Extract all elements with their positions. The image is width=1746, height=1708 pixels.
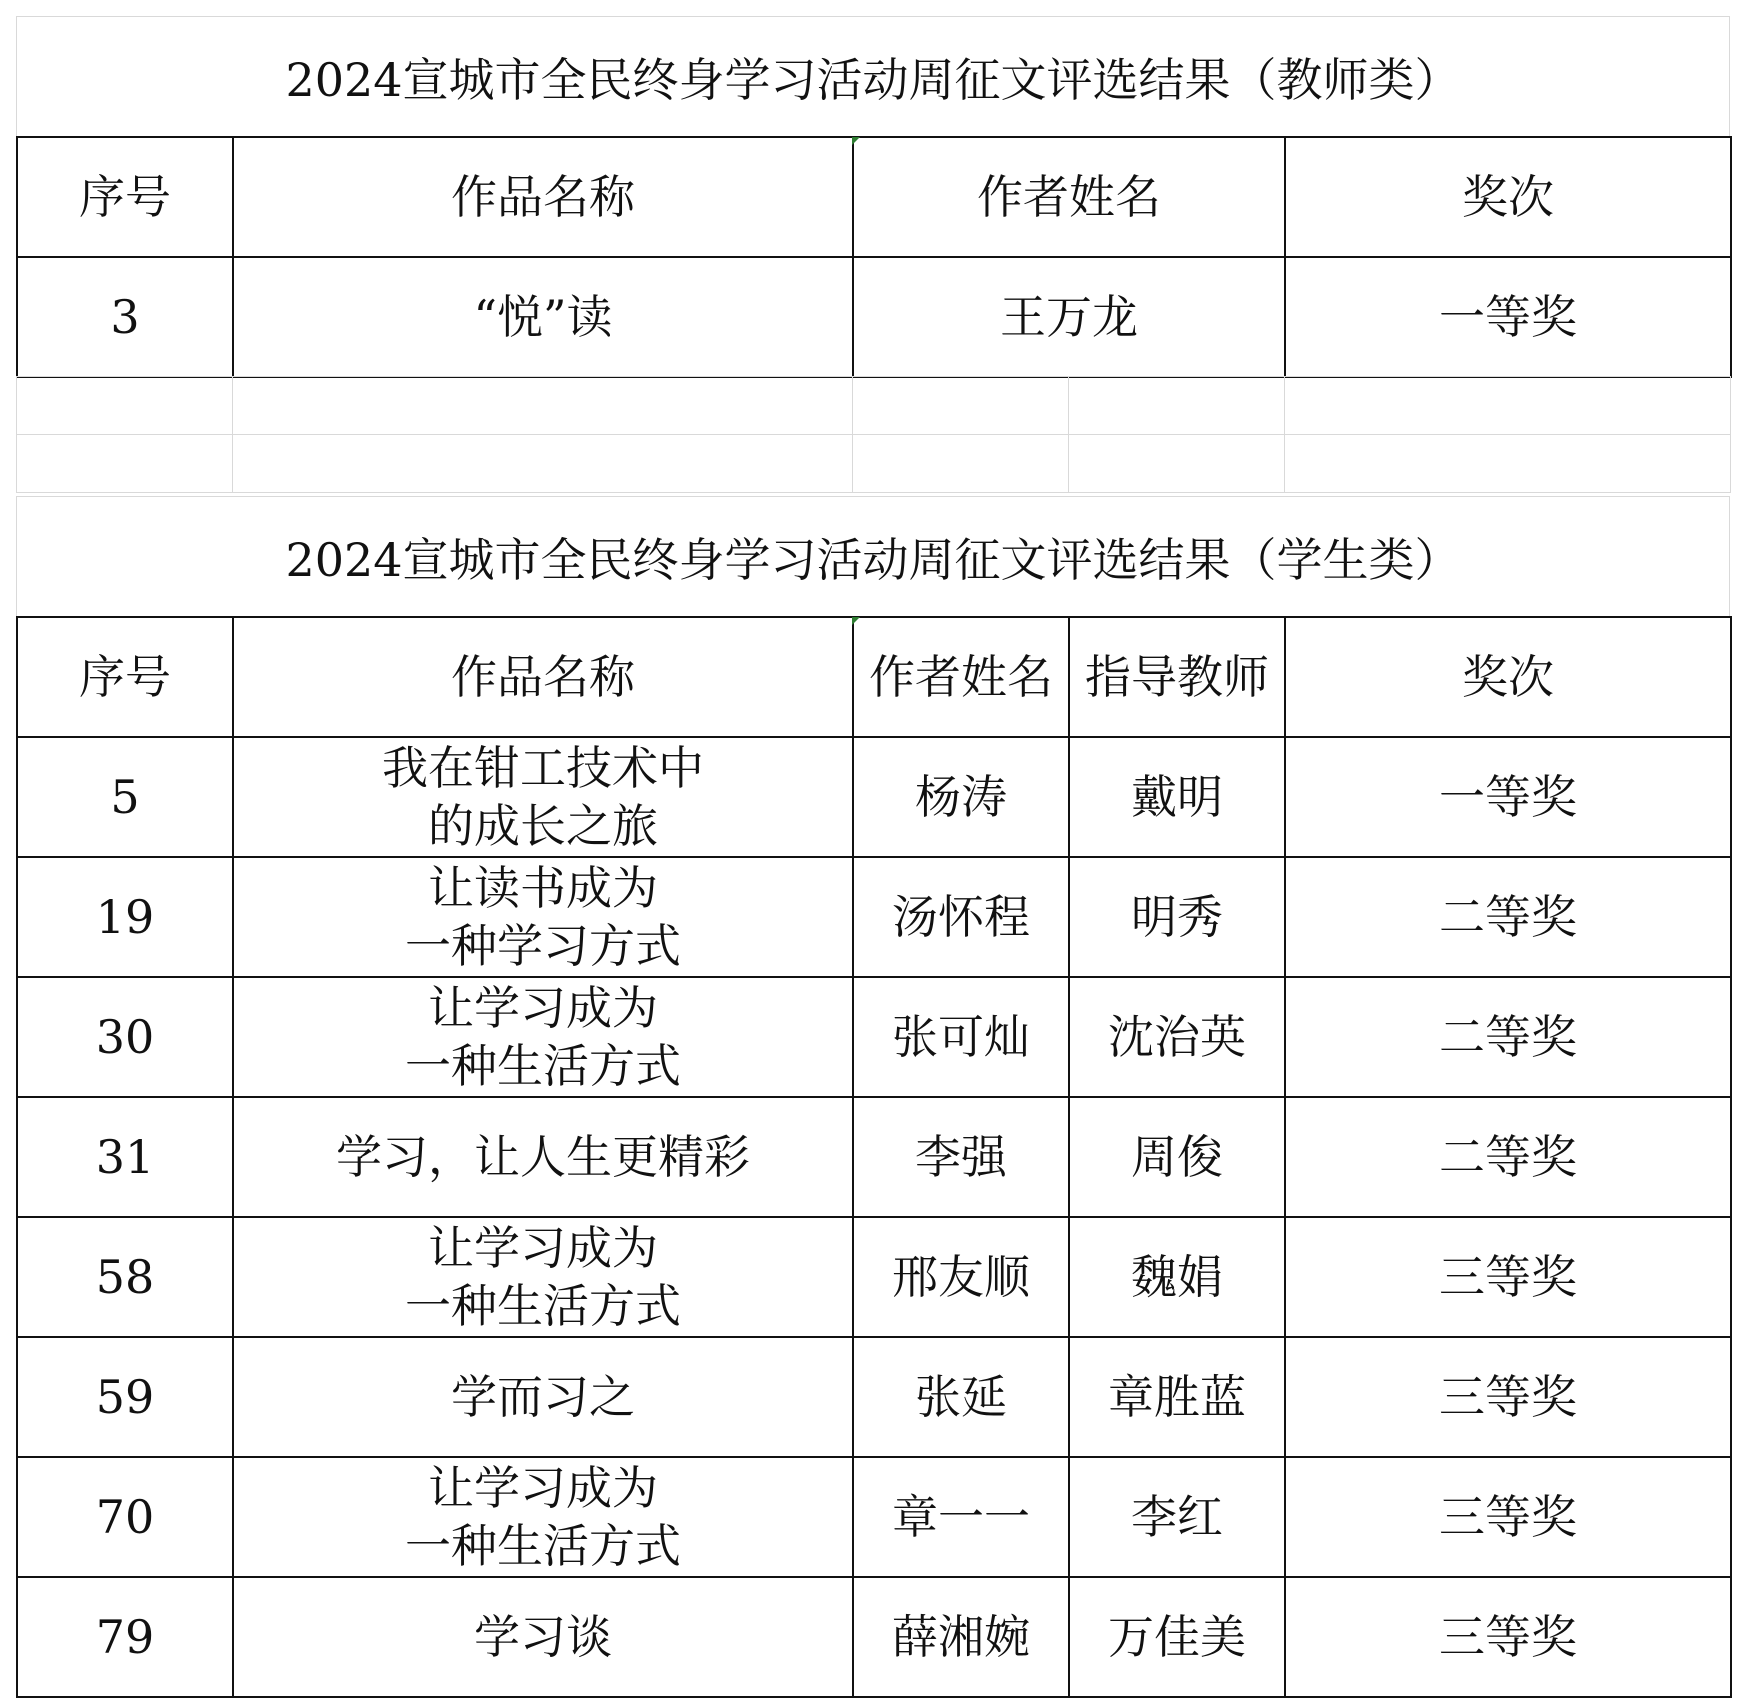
header-work-title[interactable]: 作品名称 (233, 617, 853, 737)
header-award[interactable]: 奖次 (1285, 137, 1731, 257)
cell-teacher[interactable]: 沈治英 (1069, 977, 1285, 1097)
table-row (17, 1457, 1731, 1577)
cell-index[interactable]: 31 (17, 1097, 233, 1217)
cell-award[interactable]: 一等奖 (1285, 257, 1731, 377)
cell-award[interactable]: 一等奖 (1285, 737, 1731, 857)
cell-author[interactable]: 张可灿 (853, 977, 1069, 1097)
empty-cell[interactable] (17, 435, 233, 493)
table-row (17, 857, 1731, 977)
cell-index[interactable]: 30 (17, 977, 233, 1097)
header-index[interactable]: 序号 (17, 617, 233, 737)
cell-work-title[interactable]: 让学习成为 一种生活方式 (233, 977, 853, 1097)
cell-teacher[interactable]: 李红 (1069, 1457, 1285, 1577)
cell-award[interactable]: 二等奖 (1285, 1097, 1731, 1217)
cell-work-title[interactable]: 让学习成为 一种生活方式 (233, 1457, 853, 1577)
student-title: 2024宣城市全民终身学习活动周征文评选结果（学生类） (16, 496, 1730, 616)
cell-teacher[interactable]: 万佳美 (1069, 1577, 1285, 1697)
empty-cell[interactable] (233, 377, 853, 435)
header-index[interactable]: 序号 (17, 137, 233, 257)
cell-author[interactable]: 李强 (853, 1097, 1069, 1217)
cell-author[interactable]: 邢友顺 (853, 1217, 1069, 1337)
table-row (17, 1577, 1731, 1697)
header-author[interactable]: 作者姓名 (853, 137, 1285, 257)
cell-comment-marker (852, 137, 860, 145)
empty-cell[interactable] (1285, 435, 1731, 493)
student-rows (17, 737, 1731, 1697)
cell-index[interactable]: 19 (17, 857, 233, 977)
cell-author[interactable]: 张延 (853, 1337, 1069, 1457)
teacher-table (16, 136, 1732, 378)
cell-index[interactable]: 3 (17, 257, 233, 377)
cell-work-title[interactable]: “悦”读 (233, 257, 853, 377)
empty-cell[interactable] (1069, 435, 1285, 493)
cell-index[interactable]: 70 (17, 1457, 233, 1577)
cell-index[interactable]: 59 (17, 1337, 233, 1457)
cell-teacher[interactable]: 戴明 (1069, 737, 1285, 857)
cell-award[interactable]: 三等奖 (1285, 1337, 1731, 1457)
cell-author[interactable]: 王万龙 (853, 257, 1285, 377)
table-row (17, 977, 1731, 1097)
cell-teacher[interactable]: 明秀 (1069, 857, 1285, 977)
student-header-row (17, 617, 1731, 737)
cell-award[interactable]: 三等奖 (1285, 1577, 1731, 1697)
cell-teacher[interactable]: 魏娟 (1069, 1217, 1285, 1337)
empty-cell[interactable] (1069, 377, 1285, 435)
empty-cell[interactable] (853, 377, 1069, 435)
cell-award[interactable]: 三等奖 (1285, 1217, 1731, 1337)
table-row (17, 1217, 1731, 1337)
cell-index[interactable]: 58 (17, 1217, 233, 1337)
cell-author[interactable]: 汤怀程 (853, 857, 1069, 977)
cell-award[interactable]: 二等奖 (1285, 977, 1731, 1097)
header-author[interactable]: 作者姓名 (853, 617, 1069, 737)
cell-award[interactable]: 三等奖 (1285, 1457, 1731, 1577)
cell-author[interactable]: 薛湘婉 (853, 1577, 1069, 1697)
table-row (17, 257, 1731, 377)
table-row (17, 1097, 1731, 1217)
cell-index[interactable]: 5 (17, 737, 233, 857)
cell-work-title[interactable]: 学习谈 (233, 1577, 853, 1697)
header-teacher[interactable]: 指导教师 (1069, 617, 1285, 737)
cell-work-title[interactable]: 让读书成为 一种学习方式 (233, 857, 853, 977)
cell-award[interactable]: 二等奖 (1285, 857, 1731, 977)
empty-cell[interactable] (17, 377, 233, 435)
cell-teacher[interactable]: 章胜蓝 (1069, 1337, 1285, 1457)
cell-work-title[interactable]: 我在钳工技术中 的成长之旅 (233, 737, 853, 857)
empty-cell[interactable] (233, 435, 853, 493)
cell-index[interactable]: 79 (17, 1577, 233, 1697)
cell-work-title[interactable]: 学而习之 (233, 1337, 853, 1457)
empty-cell[interactable] (1285, 377, 1731, 435)
cell-author[interactable]: 章一一 (853, 1457, 1069, 1577)
teacher-title: 2024宣城市全民终身学习活动周征文评选结果（教师类） (16, 16, 1730, 136)
table-row (17, 737, 1731, 857)
student-table (16, 616, 1732, 1698)
header-work-title[interactable]: 作品名称 (233, 137, 853, 257)
cell-author[interactable]: 杨涛 (853, 737, 1069, 857)
table-row (17, 1337, 1731, 1457)
cell-teacher[interactable]: 周俊 (1069, 1097, 1285, 1217)
cell-work-title[interactable]: 让学习成为 一种生活方式 (233, 1217, 853, 1337)
header-award[interactable]: 奖次 (1285, 617, 1731, 737)
empty-cell[interactable] (853, 435, 1069, 493)
teacher-header-row (17, 137, 1731, 257)
cell-work-title[interactable]: 学习，让人生更精彩 (233, 1097, 853, 1217)
cell-comment-marker (852, 617, 860, 625)
empty-rows (16, 376, 1731, 493)
